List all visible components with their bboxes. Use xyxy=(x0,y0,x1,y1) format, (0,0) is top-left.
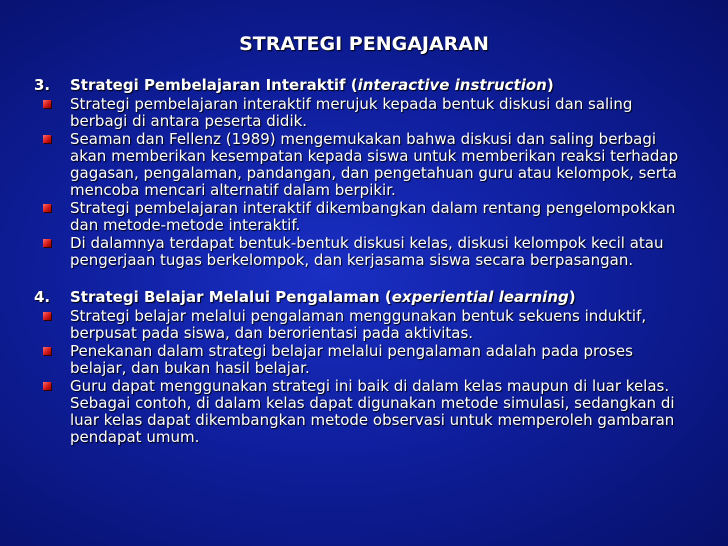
bullet-text: Seaman dan Fellenz (1989) mengemukakan bahwa diskusi dan saling berbagi akan memberikan kesempatan kepada siswa untuk memberikan reaksi terhadap gagasan, pengalaman, pandangan, dan pengetahuan guru atau kelompok, serta mencoba mencari alternatif dalam berpikir. xyxy=(70,130,679,199)
square-bullet-icon xyxy=(43,239,51,247)
square-bullet-icon xyxy=(43,135,51,143)
bullet-item xyxy=(34,378,684,446)
heading-italic-term: interactive instruction xyxy=(357,76,547,94)
square-bullet-icon xyxy=(43,347,51,355)
square-bullet-icon xyxy=(43,204,51,212)
square-bullet-icon xyxy=(43,312,51,320)
bullet-item xyxy=(34,96,684,130)
bullet-text: Penekanan dalam strategi belajar melalui pengalaman adalah pada proses belajar, dan bukan hasil belajar. xyxy=(70,342,633,377)
slide-title: STRATEGI PENGAJARAN xyxy=(239,33,489,55)
slide-content xyxy=(34,76,684,446)
section-heading xyxy=(34,76,684,95)
bullet-item xyxy=(34,235,684,269)
bullet-text: Guru dapat menggunakan strategi ini baik di dalam kelas maupun di luar kelas. Sebagai contoh, di dalam kelas dapat digunakan metode simulasi, sedangkan di luar kelas dapat dikembangkan metode observasi untuk memperoleh gambaran pendapat umum. xyxy=(70,377,675,446)
heading-prefix: Strategi Belajar Melalui Pengalaman ( xyxy=(70,288,392,306)
bullet-item xyxy=(34,200,684,234)
section-heading xyxy=(34,288,684,307)
bullet-text: Strategi pembelajaran interaktif dikembangkan dalam rentang pengelompokkan dan metode-metode interaktif. xyxy=(70,199,676,234)
square-bullet-icon xyxy=(43,382,51,390)
heading-prefix: Strategi Pembelajaran Interaktif ( xyxy=(70,76,358,94)
bullet-item xyxy=(34,308,684,342)
section-experiential-learning xyxy=(34,288,684,446)
heading-suffix: ) xyxy=(568,288,576,306)
bullet-text: Di dalamnya terdapat bentuk-bentuk diskusi kelas, diskusi kelompok kecil atau pengerjaan tugas berkelompok, dan kerjasama siswa secara berpasangan. xyxy=(70,234,664,269)
section-number: 3. xyxy=(34,76,51,94)
heading-italic-term: experiential learning xyxy=(391,288,569,306)
bullet-text: Strategi pembelajaran interaktif merujuk kepada bentuk diskusi dan saling berbagi di antara peserta didik. xyxy=(70,95,633,130)
bullet-text: Strategi belajar melalui pengalaman menggunakan bentuk sekuens induktif, berpusat pada siswa, dan berorientasi pada aktivitas. xyxy=(70,307,647,342)
bullet-item xyxy=(34,343,684,377)
section-interactive-instruction xyxy=(34,76,684,269)
heading-suffix: ) xyxy=(546,76,554,94)
square-bullet-icon xyxy=(43,100,51,108)
section-heading-text xyxy=(70,76,554,95)
section-number: 4. xyxy=(34,288,51,306)
section-heading-text xyxy=(70,288,576,307)
bullet-item xyxy=(34,131,684,199)
